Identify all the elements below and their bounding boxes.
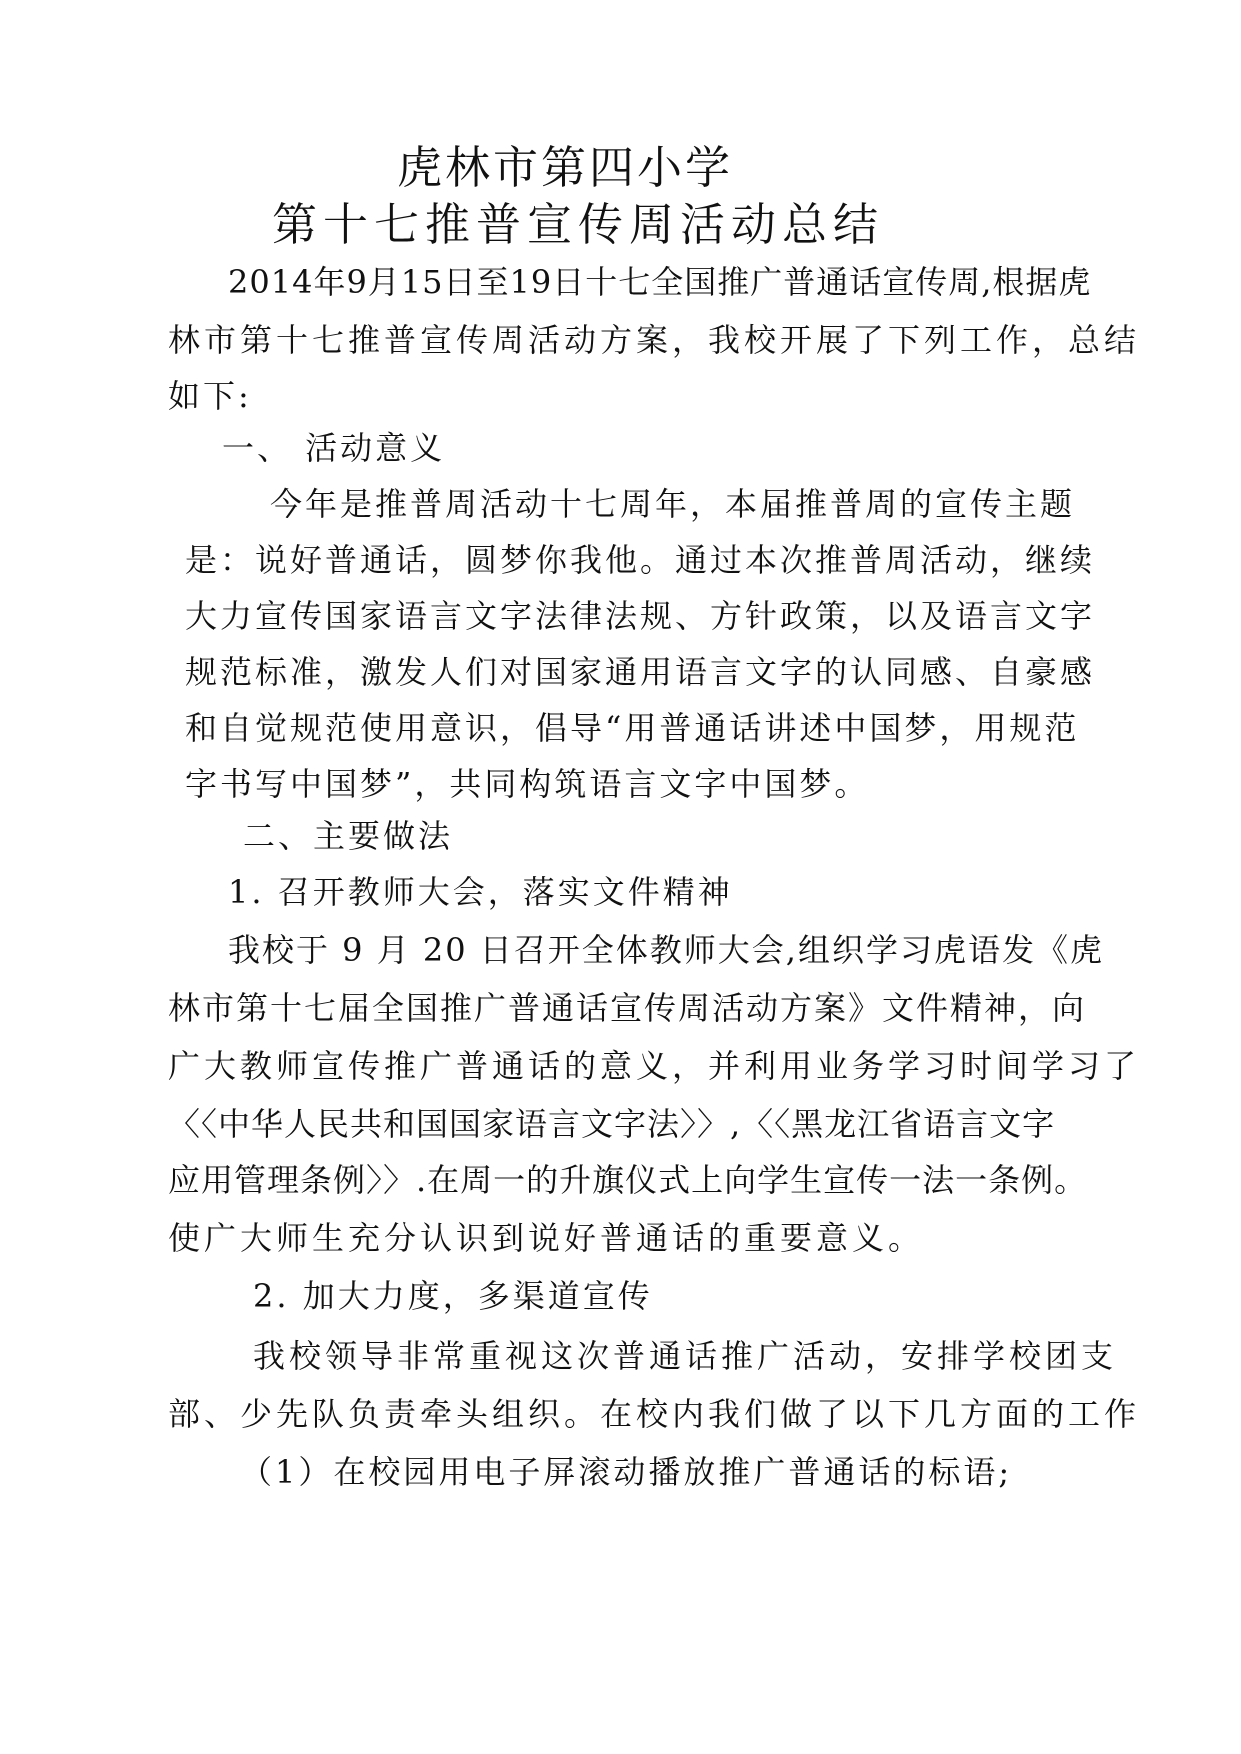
item-1-line: 使广大师生充分认识到说好普通话的重要意义。 xyxy=(168,1219,925,1257)
intro-line-3: 如下: xyxy=(168,377,252,415)
item-1-line: 应用管理条例〉〉.在周一的升旗仪式上向学生宣传一法一条例。 xyxy=(168,1161,1088,1199)
section-1-line: 今年是推普周活动十七周年，本届推普周的宣传主题 xyxy=(270,485,1076,523)
item-2-sub-1: （1）在校园用电子屏滚动播放推广普通话的标语; xyxy=(240,1453,1013,1491)
document-title: 第十七推普宣传周活动总结 xyxy=(272,198,885,251)
section-1-line: 大力宣传国家语言文字法律法规、方针政策，以及语言文字 xyxy=(185,597,1096,635)
intro-line-2: 林市第十七推普宣传周活动方案，我校开展了下列工作，总结 xyxy=(168,321,1141,359)
item-1-line: 广大教师宣传推广普通话的意义，并利用业务学习时间学习了 xyxy=(168,1047,1141,1085)
section-1-line: 和自觉规范使用意识，倡导“用普通话讲述中国梦，用规范 xyxy=(185,709,1080,747)
section-1-line: 是：说好普通话，圆梦你我他。通过本次推普周活动，继续 xyxy=(185,541,1096,579)
item-1-line: 我校于 9 月 20 日召开全体教师大会,组织学习虎语发《虎 xyxy=(228,931,1104,969)
school-title: 虎林市第四小学 xyxy=(397,141,734,194)
section-2-heading: 二、主要做法 xyxy=(243,817,454,855)
intro-line-1: 2014年9月15日至19日十七全国推广普通话宣传周,根据虎 xyxy=(228,263,1092,301)
item-1-heading: 1. 召开教师大会，落实文件精神 xyxy=(228,873,733,911)
item-2-line: 我校领导非常重视这次普通话推广活动，安排学校团支 xyxy=(253,1337,1118,1375)
section-1-heading: 一、 活动意义 xyxy=(222,429,446,467)
item-2-heading: 2. 加大力度，多渠道宣传 xyxy=(253,1277,653,1315)
item-2-line: 部、少先队负责牵头组织。在校内我们做了以下几方面的工作 xyxy=(168,1395,1141,1433)
section-1-line: 规范标准，激发人们对国家通用语言文字的认同感、自豪感 xyxy=(185,653,1096,691)
section-1-line: 字书写中国梦”，共同构筑语言文字中国梦。 xyxy=(185,765,870,803)
item-1-line: 〈〈中华人民共和国国家语言文字法〉〉,〈〈黑龙江省语言文字 xyxy=(168,1105,1056,1143)
item-1-line: 林市第十七届全国推广普通话宣传周活动方案》文件精神，向 xyxy=(168,989,1087,1027)
